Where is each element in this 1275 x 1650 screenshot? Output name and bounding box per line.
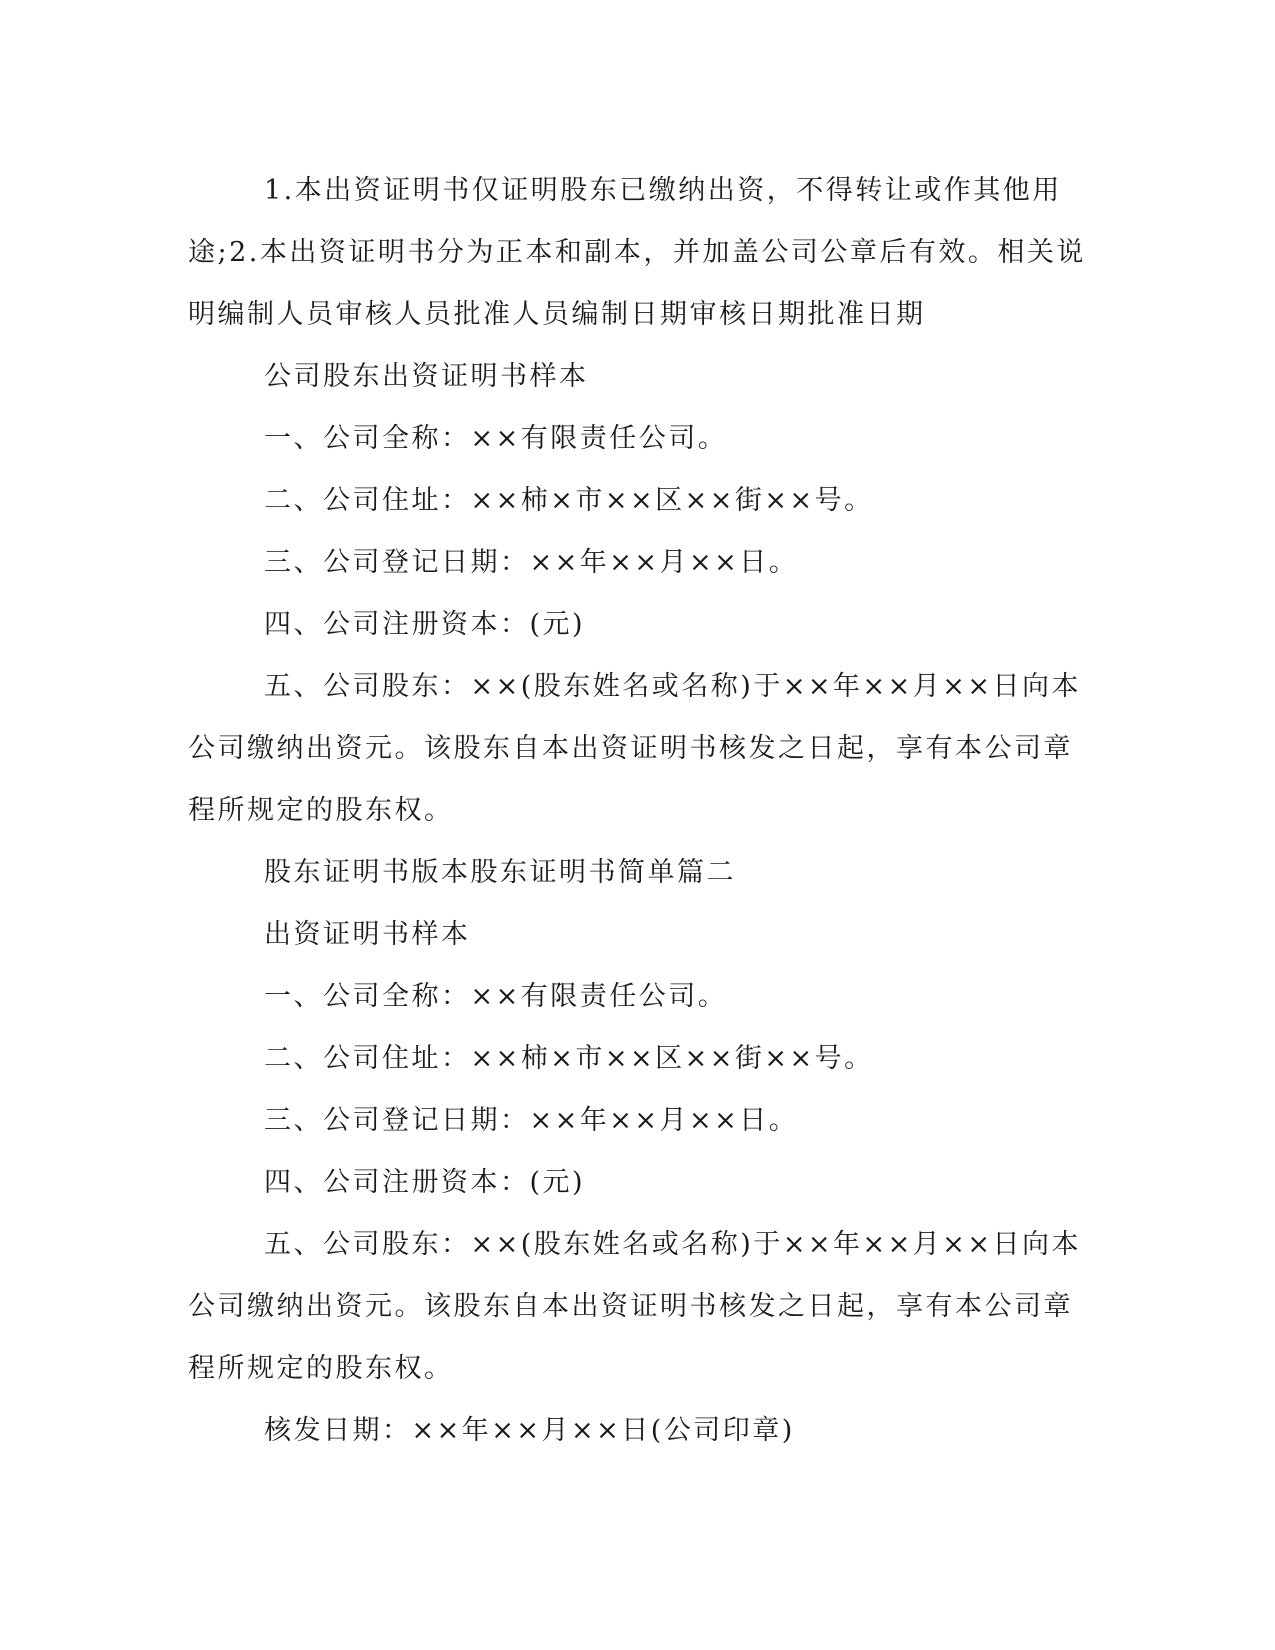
section-title-sample-1: 公司股东出资证明书样本 <box>264 361 589 392</box>
paragraph-notes: 1.本出资证明书仅证明股东已缴纳出资，不得转让或作其他用途;2.本出资证明书分为正本和副本，并加盖公司公章后有效。相关说明编制人员审核人员批准人员编制日期审核日期批准日期 <box>188 175 1086 330</box>
registered-capital-1: 四、公司注册资本：(元) <box>264 609 586 640</box>
shareholder-clause-2: 五、公司股东：××(股东姓名或名称)于××年××月××日向本公司缴纳出资元。该股东自本出资证明书核发之日起，享有本公司章程所规定的股东权。 <box>188 1229 1082 1384</box>
company-full-name-2: 一、公司全称：××有限责任公司。 <box>264 981 728 1012</box>
document-page <box>188 160 1088 1462</box>
section-title-sample-2: 出资证明书样本 <box>264 919 471 950</box>
section-title-version-2: 股东证明书版本股东证明书简单篇二 <box>264 857 736 888</box>
registered-capital-2: 四、公司注册资本：(元) <box>264 1167 586 1198</box>
company-full-name-1: 一、公司全称：××有限责任公司。 <box>264 423 728 454</box>
shareholder-clause-1: 五、公司股东：××(股东姓名或名称)于××年××月××日向本公司缴纳出资元。该股东自本出资证明书核发之日起，享有本公司章程所规定的股东权。 <box>188 671 1082 826</box>
issue-date-seal: 核发日期：××年××月××日(公司印章) <box>264 1415 795 1446</box>
registration-date-1: 三、公司登记日期：××年××月××日。 <box>264 547 799 578</box>
company-address-1: 二、公司住址：××柿×市××区××街××号。 <box>264 485 874 516</box>
registration-date-2: 三、公司登记日期：××年××月××日。 <box>264 1105 799 1136</box>
company-address-2: 二、公司住址：××柿×市××区××街××号。 <box>264 1043 874 1074</box>
